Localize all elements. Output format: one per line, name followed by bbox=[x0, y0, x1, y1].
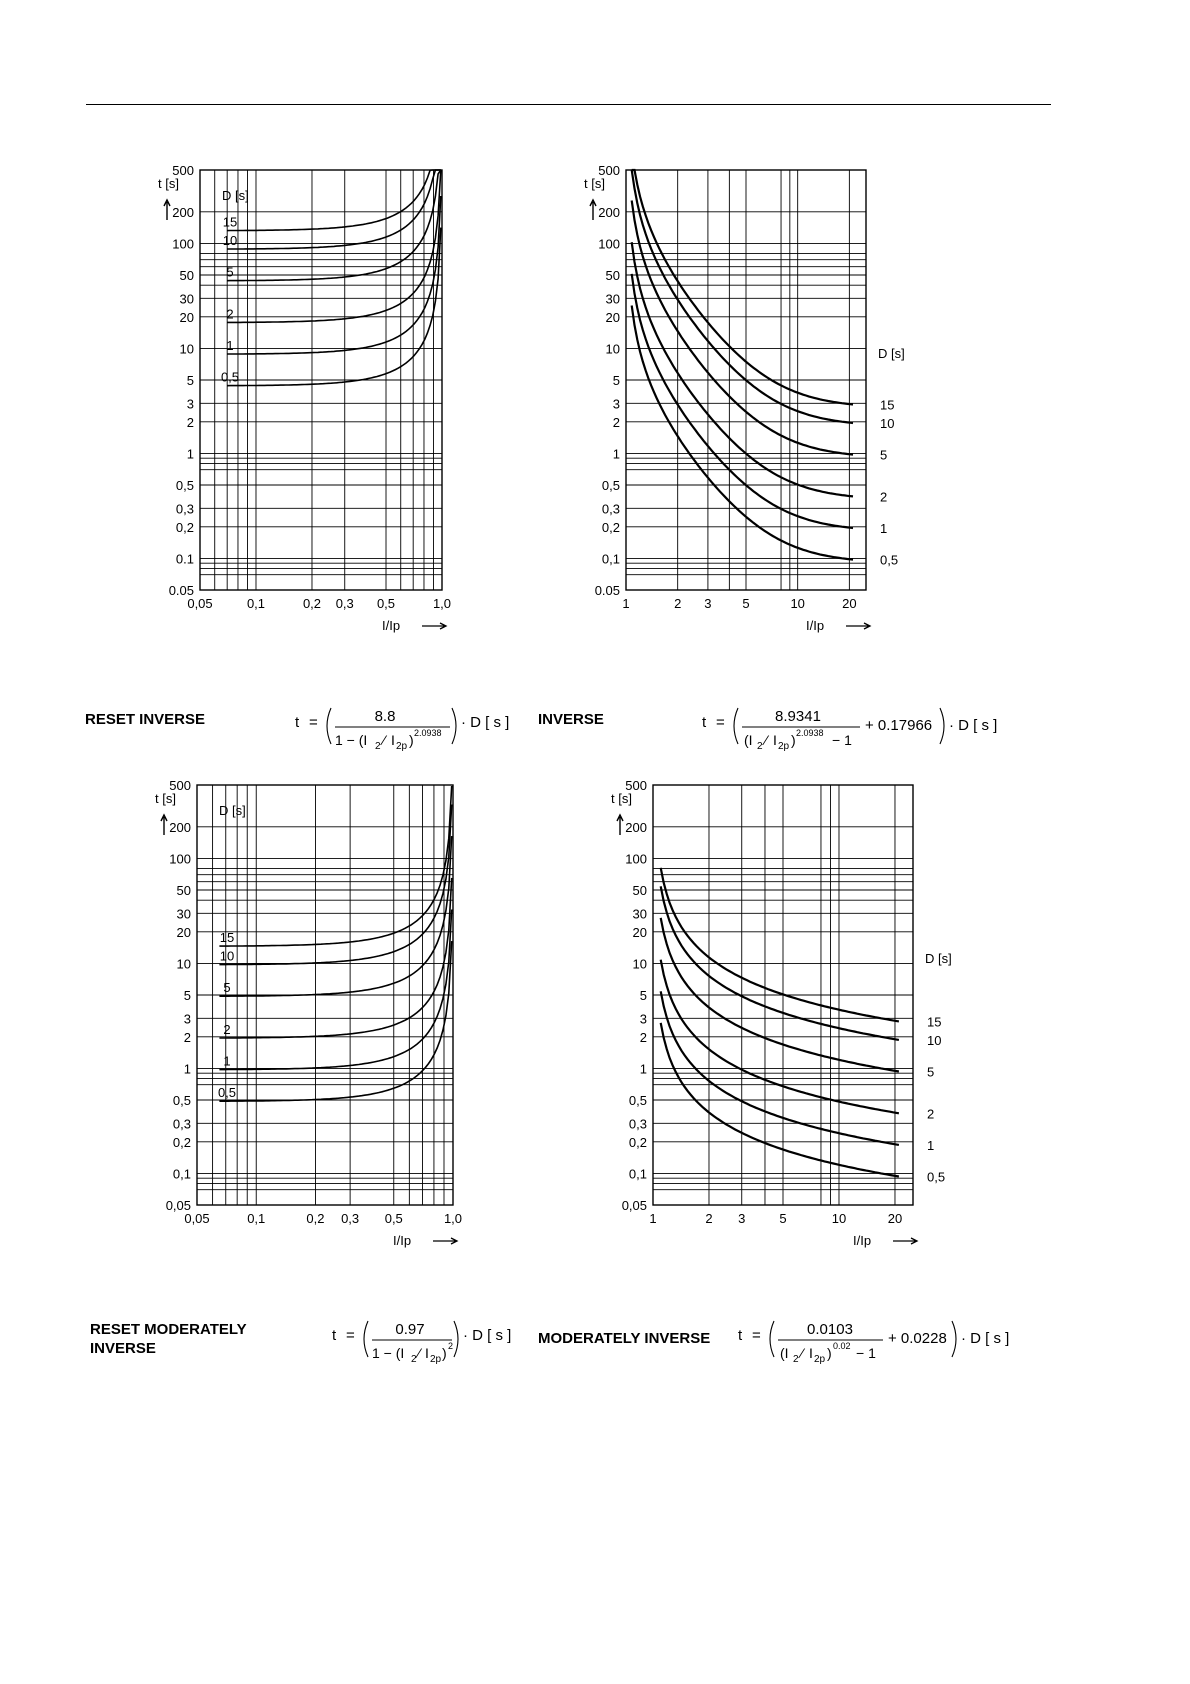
series-label: 0,5 bbox=[220, 369, 240, 385]
series-label: 15 bbox=[880, 397, 895, 413]
legend-title: D [s] bbox=[222, 188, 249, 203]
y-tick-label: 50 bbox=[632, 883, 647, 898]
x-tick-label: 0,3 bbox=[341, 1211, 360, 1226]
y-tick-label: 50 bbox=[176, 883, 191, 898]
formula-close-paren: ) bbox=[791, 732, 796, 748]
formula-close-paren: ) bbox=[827, 1345, 832, 1361]
y-tick-label: 5 bbox=[612, 373, 620, 388]
formula-sub-2: 2 bbox=[757, 741, 763, 752]
formula-close-paren: ) bbox=[442, 1345, 447, 1361]
series-label: 2 bbox=[223, 1021, 231, 1037]
moderately-inverse-label: MODERATELY INVERSE bbox=[538, 1330, 711, 1347]
x-tick-label: 0,1 bbox=[246, 596, 266, 611]
x-tick-label: 1,0 bbox=[432, 596, 452, 611]
formula-eq: = bbox=[309, 714, 318, 731]
y-tick-label: 0.1 bbox=[175, 551, 194, 567]
series-label: 2 bbox=[226, 306, 234, 322]
formula-slash: ⁄ bbox=[801, 1345, 804, 1361]
y-tick-label: 3 bbox=[612, 396, 620, 412]
formula-i: I bbox=[391, 732, 395, 748]
y-tick-label: 0,05 bbox=[621, 1198, 647, 1213]
x-tick-label: 0,2 bbox=[302, 596, 322, 611]
legend-title: D [s] bbox=[219, 803, 246, 818]
formula-exponent: 2 bbox=[448, 1341, 454, 1351]
series-label: 0,5 bbox=[217, 1085, 237, 1101]
series-label: 1 bbox=[226, 338, 234, 354]
y-axis-arrow-icon bbox=[161, 815, 167, 835]
reset-inverse-label: RESET INVERSE bbox=[85, 711, 206, 728]
series-label: 10 bbox=[222, 233, 238, 249]
y-tick-label: 0,5 bbox=[601, 478, 620, 493]
formula-numerator: 8.9341 bbox=[775, 708, 821, 725]
x-axis-arrow-icon bbox=[422, 623, 446, 629]
x-tick-label: 0,05 bbox=[184, 1211, 210, 1226]
x-tick-label: 5 bbox=[742, 596, 750, 611]
series-label: 5 bbox=[927, 1064, 935, 1080]
formula-close-paren: ) bbox=[409, 732, 414, 748]
y-tick-label: 5 bbox=[186, 373, 194, 388]
y-tick-label: 0,5 bbox=[628, 1093, 647, 1108]
curve-d-0-5 bbox=[219, 941, 451, 1101]
x-tick-label: 10 bbox=[831, 1211, 847, 1226]
formula-exponent: 2.0938 bbox=[796, 728, 824, 738]
y-tick-label: 0,2 bbox=[601, 519, 620, 535]
y-tick-label: 0,3 bbox=[175, 501, 194, 517]
formula-t: t bbox=[295, 714, 300, 731]
formula-sub-2: 2 bbox=[375, 741, 381, 752]
curve-d-15 bbox=[632, 170, 853, 405]
series-label: 15 bbox=[219, 930, 235, 946]
legend-title: D [s] bbox=[878, 345, 905, 361]
formula-t: t bbox=[702, 714, 707, 731]
y-tick-label: 0,1 bbox=[601, 551, 620, 567]
y-tick-label: 1 bbox=[612, 446, 620, 462]
y-tick-label: 20 bbox=[632, 924, 647, 940]
series-label: 0,5 bbox=[927, 1169, 946, 1185]
formula-numerator: 0.97 bbox=[395, 1321, 425, 1338]
y-tick-label: 50 bbox=[605, 268, 620, 283]
y-tick-label: 200 bbox=[625, 819, 647, 835]
formula-tail: · D [ s ] bbox=[961, 1330, 1010, 1347]
y-axis-arrow-icon bbox=[617, 815, 623, 835]
curve-d-1 bbox=[219, 910, 451, 1070]
formula-t: t bbox=[738, 1327, 743, 1344]
y-tick-label: 20 bbox=[176, 924, 191, 940]
reset-moderately-inverse-label: RESET MODERATELY INVERSE bbox=[90, 1321, 247, 1357]
reset-moderately-inverse-formula bbox=[332, 1313, 532, 1373]
y-tick-label: 0,5 bbox=[175, 478, 194, 493]
curve-d-15 bbox=[219, 786, 451, 946]
series-label: 1 bbox=[880, 520, 888, 536]
header-rule bbox=[86, 104, 1051, 105]
x-tick-label: 0,5 bbox=[376, 596, 396, 611]
y-tick-label: 200 bbox=[172, 204, 194, 220]
y-tick-label: 2 bbox=[639, 1029, 647, 1045]
y-tick-label: 1 bbox=[639, 1061, 647, 1077]
y-tick-label: 3 bbox=[186, 396, 194, 412]
y-tick-label: 3 bbox=[639, 1011, 647, 1027]
formula-tail: · D [ s ] bbox=[461, 714, 510, 731]
x-tick-label: 0,2 bbox=[306, 1211, 325, 1226]
curve-d-15 bbox=[227, 170, 441, 231]
curve-d-2 bbox=[219, 878, 451, 1038]
y-tick-label: 0,3 bbox=[628, 1116, 647, 1132]
y-axis-label: t [s] bbox=[158, 176, 179, 191]
formula-exponent: 0.02 bbox=[833, 1341, 851, 1351]
formula-tail: · D [ s ] bbox=[463, 1327, 512, 1344]
x-tick-label: 20 bbox=[887, 1211, 903, 1226]
y-tick-label: 20 bbox=[605, 309, 620, 325]
curve-d-5 bbox=[227, 170, 441, 281]
formula-i: I bbox=[773, 732, 777, 748]
y-tick-label: 500 bbox=[169, 778, 191, 793]
y-tick-label: 100 bbox=[598, 236, 620, 252]
x-axis-label: I/Ip bbox=[382, 618, 401, 633]
y-axis-arrow-icon bbox=[590, 200, 596, 220]
series-label: 10 bbox=[219, 948, 235, 964]
formula-eq: = bbox=[346, 1327, 355, 1344]
y-tick-label: 0,05 bbox=[165, 1198, 191, 1213]
x-tick-label: 3 bbox=[738, 1211, 746, 1226]
y-tick-label: 0,5 bbox=[172, 1093, 191, 1108]
formula-sub-2p: 2p bbox=[814, 1354, 826, 1365]
y-tick-label: 0,3 bbox=[172, 1116, 191, 1132]
y-tick-label: 30 bbox=[179, 291, 194, 307]
series-label: 10 bbox=[927, 1032, 942, 1048]
x-tick-label: 0,05 bbox=[187, 596, 213, 611]
inverse-label: INVERSE bbox=[538, 711, 604, 728]
y-tick-label: 0,2 bbox=[175, 519, 194, 535]
y-tick-label: 200 bbox=[598, 204, 620, 220]
y-tick-label: 1 bbox=[186, 446, 194, 462]
y-tick-label: 0,1 bbox=[628, 1166, 647, 1182]
formula-denominator-pre: 1 − (I bbox=[372, 1345, 405, 1361]
y-tick-label: 0,1 bbox=[172, 1166, 191, 1182]
series-label: 15 bbox=[927, 1014, 942, 1030]
y-tick-label: 500 bbox=[172, 163, 194, 178]
x-tick-label: 1,0 bbox=[443, 1211, 463, 1226]
y-tick-label: 30 bbox=[605, 291, 620, 307]
y-tick-label: 500 bbox=[598, 163, 620, 178]
reset-moderately-inverse-chart bbox=[120, 778, 510, 1305]
formula-sub-2p: 2p bbox=[396, 741, 408, 752]
formula-i: I bbox=[425, 1345, 429, 1361]
formula-slash: ⁄ bbox=[383, 732, 386, 748]
y-tick-label: 10 bbox=[605, 341, 620, 357]
curve-d-10 bbox=[219, 805, 451, 965]
reset-inverse-formula bbox=[295, 700, 525, 760]
formula-sub-2: 2 bbox=[793, 1354, 799, 1365]
y-tick-label: 3 bbox=[183, 1011, 191, 1027]
y-tick-label: 100 bbox=[172, 236, 194, 252]
series-label: 1 bbox=[223, 1053, 231, 1069]
y-tick-label: 0,3 bbox=[601, 501, 620, 517]
y-tick-label: 2 bbox=[186, 414, 194, 430]
y-tick-label: 100 bbox=[169, 851, 191, 867]
y-tick-label: 5 bbox=[639, 988, 647, 1003]
formula-eq: = bbox=[716, 714, 725, 731]
x-tick-label: 10 bbox=[790, 596, 805, 611]
x-axis-arrow-icon bbox=[846, 623, 870, 629]
formula-tail: · D [ s ] bbox=[949, 717, 998, 734]
series-label: 10 bbox=[880, 415, 895, 431]
moderately-inverse-chart bbox=[600, 778, 980, 1305]
formula-constant: + 0.17966 bbox=[865, 717, 933, 734]
formula-numerator: 0.0103 bbox=[807, 1321, 853, 1338]
x-tick-label: 0,1 bbox=[247, 1211, 266, 1226]
x-tick-label: 1 bbox=[649, 1211, 657, 1226]
formula-minus-one: − 1 bbox=[832, 732, 852, 748]
y-tick-label: 10 bbox=[179, 341, 194, 357]
series-label: 5 bbox=[223, 980, 231, 996]
y-tick-label: 20 bbox=[179, 309, 194, 325]
series-label: 5 bbox=[226, 264, 234, 280]
legend-title: D [s] bbox=[925, 950, 952, 966]
y-tick-label: 0,2 bbox=[172, 1134, 191, 1150]
x-axis-arrow-icon bbox=[433, 1238, 457, 1244]
curve-d-0-5 bbox=[227, 228, 441, 386]
y-tick-label: 50 bbox=[179, 268, 194, 283]
moderately-inverse-formula bbox=[738, 1313, 1018, 1373]
x-axis-label: I/Ip bbox=[853, 1233, 872, 1248]
y-tick-label: 0.05 bbox=[168, 583, 194, 598]
series-label: 0,5 bbox=[880, 552, 899, 568]
formula-slash: ⁄ bbox=[765, 732, 768, 748]
formula-sub-2p: 2p bbox=[430, 1354, 442, 1365]
formula-t: t bbox=[332, 1327, 337, 1344]
curve-d-10 bbox=[227, 170, 441, 249]
y-axis-arrow-icon bbox=[164, 200, 170, 220]
formula-slash: ⁄ bbox=[418, 1345, 421, 1361]
series-label: 1 bbox=[927, 1137, 935, 1153]
y-tick-label: 0.05 bbox=[594, 583, 620, 598]
inverse-formula bbox=[702, 700, 1002, 760]
formula-open-paren: (I bbox=[780, 1345, 789, 1361]
y-tick-label: 10 bbox=[632, 956, 647, 972]
formula-i: I bbox=[809, 1345, 813, 1361]
formula-eq: = bbox=[752, 1327, 761, 1344]
x-tick-label: 3 bbox=[704, 596, 712, 611]
x-tick-label: 20 bbox=[842, 596, 857, 611]
x-axis-label: I/Ip bbox=[806, 618, 825, 633]
formula-sub-2p: 2p bbox=[778, 741, 790, 752]
inverse-chart bbox=[570, 163, 980, 690]
y-axis-label: t [s] bbox=[611, 791, 632, 806]
x-tick-label: 2 bbox=[705, 1211, 713, 1226]
formula-denominator-pre: 1 − (I bbox=[335, 732, 368, 748]
y-tick-label: 1 bbox=[183, 1061, 191, 1077]
x-tick-label: 5 bbox=[779, 1211, 787, 1226]
x-tick-label: 0,5 bbox=[384, 1211, 403, 1226]
x-tick-label: 1 bbox=[622, 596, 630, 611]
y-tick-label: 30 bbox=[176, 906, 191, 922]
reset-inverse-chart bbox=[150, 163, 510, 690]
formula-minus-one: − 1 bbox=[856, 1345, 876, 1361]
y-tick-label: 2 bbox=[183, 1029, 191, 1045]
curve-d-15 bbox=[661, 868, 899, 1022]
x-tick-label: 2 bbox=[674, 596, 682, 611]
y-tick-label: 200 bbox=[169, 819, 191, 835]
y-tick-label: 500 bbox=[625, 778, 647, 793]
series-label: 15 bbox=[222, 214, 238, 230]
series-label: 2 bbox=[880, 489, 888, 505]
series-label: 5 bbox=[880, 447, 888, 463]
formula-constant: + 0.0228 bbox=[888, 1330, 947, 1347]
y-axis-label: t [s] bbox=[155, 791, 176, 806]
y-axis-label: t [s] bbox=[584, 176, 605, 191]
x-tick-label: 0,3 bbox=[335, 596, 354, 611]
y-tick-label: 0,2 bbox=[628, 1134, 647, 1150]
x-axis-arrow-icon bbox=[893, 1238, 917, 1244]
curve-d-1 bbox=[632, 274, 853, 528]
formula-exponent: 2.0938 bbox=[414, 728, 442, 738]
y-tick-label: 2 bbox=[612, 414, 620, 430]
y-tick-label: 10 bbox=[176, 956, 191, 972]
formula-open-paren: (I bbox=[744, 732, 753, 748]
y-tick-label: 5 bbox=[183, 988, 191, 1003]
formula-sub-2: 2 bbox=[411, 1354, 417, 1365]
curve-d-0-5 bbox=[632, 306, 853, 560]
curve-d-5 bbox=[219, 836, 451, 996]
series-label: 2 bbox=[927, 1106, 935, 1122]
x-axis-label: I/Ip bbox=[393, 1233, 412, 1248]
formula-numerator: 8.8 bbox=[374, 708, 396, 725]
y-tick-label: 30 bbox=[632, 906, 647, 922]
y-tick-label: 100 bbox=[625, 851, 647, 867]
